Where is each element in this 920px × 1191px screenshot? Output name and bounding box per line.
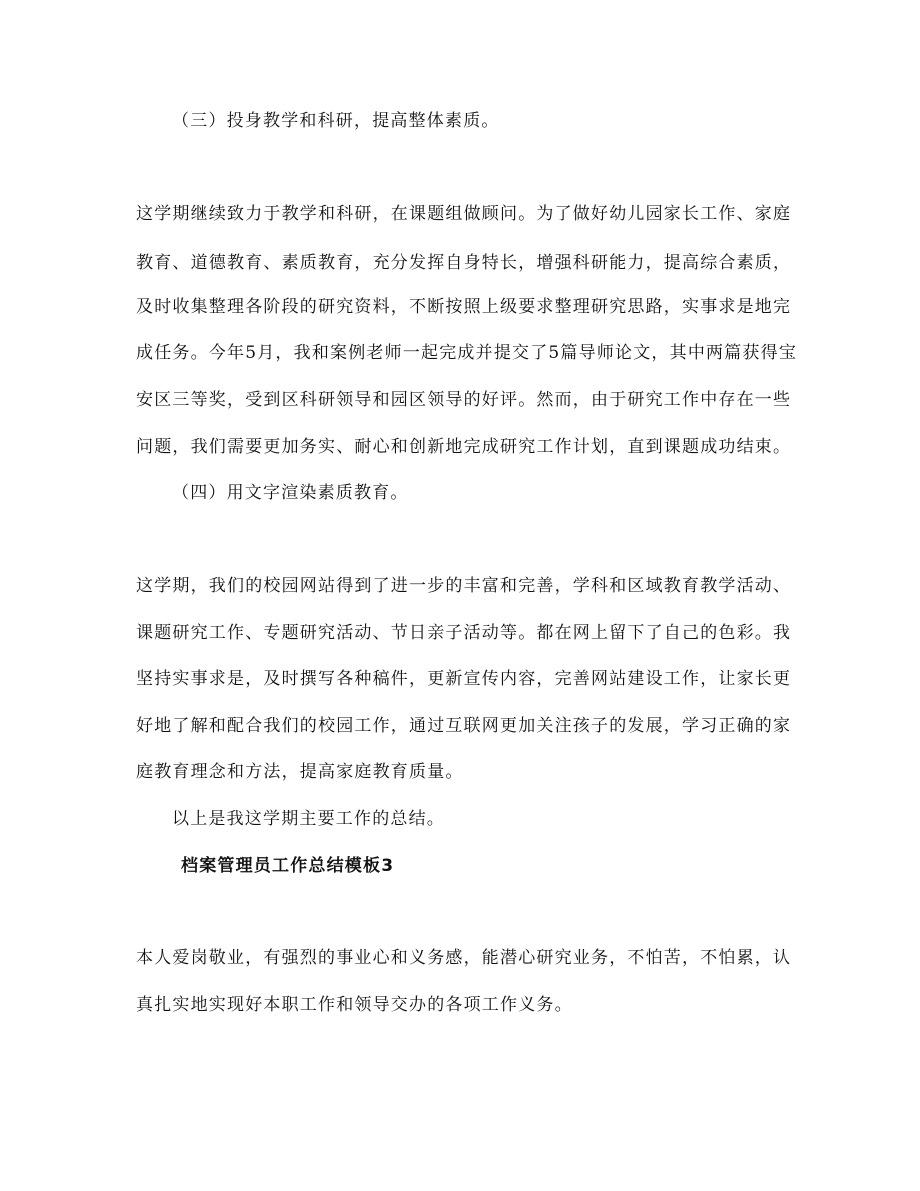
paragraph-line: 课题研究工作、专题研究活动、节日亲子活动等。都在网上留下了自己的色彩。我	[136, 623, 792, 643]
paragraph-line: 及时收集整理各阶段的研究资料，不断按照上级要求整理研究思路，实事求是地完	[136, 297, 792, 317]
paragraph-line: 安区三等奖，受到区科研领导和园区领导的好评。然而，由于研究工作中存在一些	[136, 390, 792, 410]
conclusion-line: 以上是我这学期主要工作的总结。	[172, 809, 445, 829]
paragraph-line: 本人爱岗敬业，有强烈的事业心和义务感，能潜心研究业务，不怕苦，不怕累，认	[136, 948, 792, 968]
paragraph-line: 这学期，我们的校园网站得到了进一步的丰富和完善，学科和区域教育教学活动、	[136, 576, 792, 596]
paragraph-line: 成任务。今年5月，我和案例老师一起完成并提交了5篇导师论文，其中两篇获得宝	[136, 343, 798, 363]
paragraph-line: 真扎实地实现好本职工作和领导交办的各项工作义务。	[136, 995, 573, 1015]
template-title: 档案管理员工作总结模板3	[181, 856, 395, 876]
paragraph-line: 好地了解和配合我们的校园工作，通过互联网更加关注孩子的发展，学习正确的家	[136, 716, 792, 736]
paragraph-line: 问题，我们需要更加务实、耐心和创新地完成研究工作计划，直到课题成功结束。	[136, 437, 792, 457]
paragraph-line: 这学期继续致力于教学和科研，在课题组做顾问。为了做好幼儿园家长工作、家庭	[136, 204, 792, 224]
paragraph-line: 坚持实事求是，及时撰写各种稿件，更新宣传内容，完善网站建设工作，让家长更	[136, 669, 792, 689]
paragraph-line: 庭教育理念和方法，提高家庭教育质量。	[136, 762, 464, 782]
section-heading-3: （三）投身教学和科研，提高整体素质。	[172, 111, 500, 131]
paragraph-line: 教育、道德教育、素质教育，充分发挥自身特长，增强科研能力，提高综合素质，	[136, 253, 792, 273]
section-heading-4: （四）用文字渲染素质教育。	[172, 483, 409, 503]
